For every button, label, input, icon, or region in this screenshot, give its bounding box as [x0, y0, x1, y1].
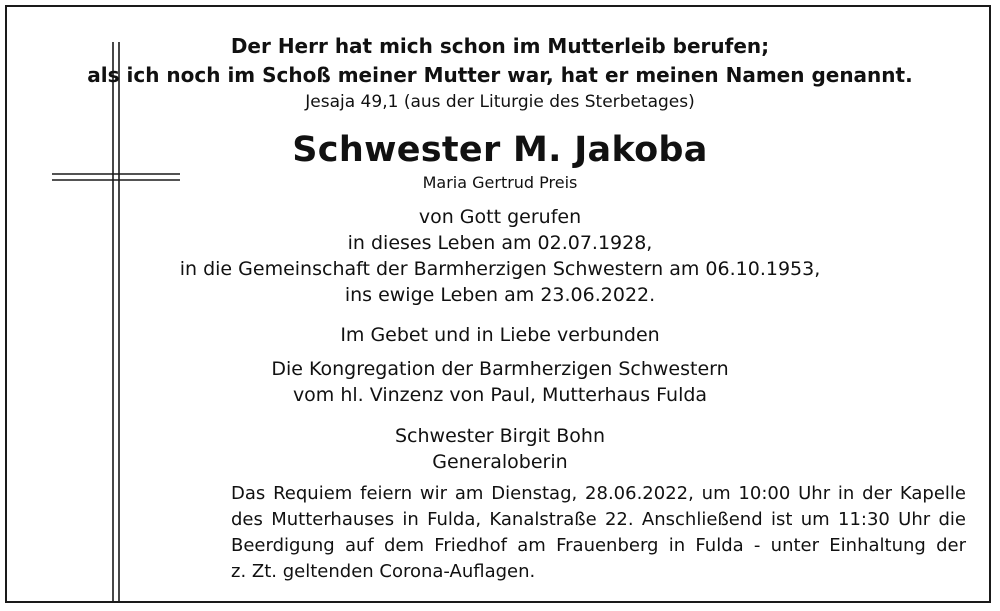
birth-name: Maria Gertrud Preis	[422, 173, 578, 192]
congregation-line-1: Die Kongregation der Barmherzigen Schwestern	[271, 358, 729, 380]
closing-phrase: Im Gebet und in Liebe verbunden	[340, 324, 660, 346]
scripture-quote	[0, 32, 1000, 90]
requiem-line-3: Beerdigung auf dem Friedhof am Frauenberg in Fulda - unter Einhaltung der	[231, 535, 966, 556]
life-line-3: in die Gemeinschaft der Barmherzigen Schwestern am 06.10.1953,	[179, 258, 821, 280]
life-line-4: ins ewige Leben am 23.06.2022.	[344, 284, 656, 306]
requiem-line-1: Das Requiem feiern wir am Dienstag, 28.06.2022, um 10:00 Uhr in der Kapelle	[231, 483, 966, 504]
requiem-line-2: des Mutterhauses in Fulda, Kanalstraße 22. Anschließend ist um 11:30 Uhr die	[231, 509, 966, 530]
signer	[0, 423, 1000, 475]
deceased-name: Schwester M. Jakoba	[292, 130, 708, 170]
requiem-paragraph	[231, 481, 966, 585]
scripture-line-2: als ich noch im Schoß meiner Mutter war, hat er meinen Namen genannt.	[87, 63, 913, 87]
life-dates	[0, 204, 1000, 308]
congregation	[0, 356, 1000, 408]
requiem-line-4: z. Zt. geltenden Corona-Auflagen.	[231, 561, 536, 582]
signer-name: Schwester Birgit Bohn	[394, 425, 606, 447]
congregation-line-2: vom hl. Vinzenz von Paul, Mutterhaus Fulda	[292, 384, 708, 406]
scripture-line-1: Der Herr hat mich schon im Mutterleib berufen;	[230, 34, 770, 58]
signer-title: Generaloberin	[432, 451, 568, 473]
life-line-1: von Gott gerufen	[418, 206, 582, 228]
scripture-reference: Jesaja 49,1 (aus der Liturgie des Sterbetages)	[305, 92, 695, 112]
life-line-2: in dieses Leben am 02.07.1928,	[347, 232, 653, 254]
